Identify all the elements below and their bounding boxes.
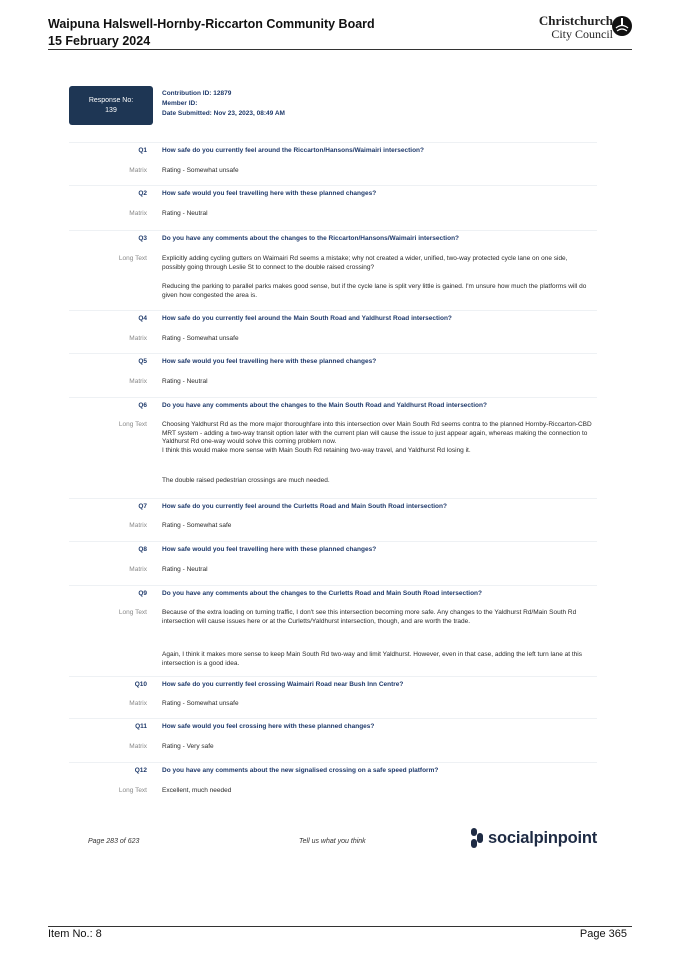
- row-divider: [69, 762, 597, 763]
- socialpinpoint-mark-icon: [470, 827, 484, 849]
- answer-text: Excellent, much needed: [162, 787, 232, 794]
- question-text: How safe do you currently feel around the Curletts Road and Main South Road intersection?: [162, 503, 447, 510]
- header-rule: [48, 49, 632, 50]
- question-number: Q5: [138, 358, 147, 365]
- question-number: Q12: [134, 767, 147, 774]
- answer-text: Because of the extra loading on turning traffic, I don't see this intersection becoming more safe. Any changes to the Yaldhurst Rd/Main South Rd intersection will cause issues here or at the Curletts/Yaldhurst intersection, though, and are worth the trade.: [162, 609, 577, 625]
- question-number: Q9: [138, 590, 147, 597]
- question-number: Q1: [138, 147, 147, 154]
- question-type: Matrix: [129, 522, 147, 529]
- question-type: Matrix: [129, 378, 147, 385]
- row-divider: [69, 310, 597, 311]
- answer-text: Reducing the parking to parallel parks makes good sense, but if the cycle lane is split very little is gained. I'm unsure how much the platforms will do given how congested the area is.: [162, 283, 587, 299]
- row-divider: [69, 353, 597, 354]
- question-type: Long Text: [118, 255, 147, 262]
- question-text: How safe do you currently feel crossing Waimairi Road near Bush Inn Centre?: [162, 681, 404, 688]
- row-divider: [69, 676, 597, 677]
- question-number: Q10: [134, 681, 147, 688]
- question-type: Long Text: [118, 787, 147, 794]
- document-header: [48, 16, 375, 50]
- item-number: Item No.: 8: [48, 928, 102, 940]
- header-date: 15 February 2024: [48, 34, 151, 48]
- page-number: Page 365: [579, 928, 627, 940]
- answer-text: Rating - Neutral: [162, 566, 208, 573]
- question-number: Q8: [138, 546, 147, 553]
- row-divider: [69, 541, 597, 542]
- row-divider: [69, 585, 597, 586]
- question-type: Matrix: [129, 743, 147, 750]
- question-number: Q7: [138, 503, 147, 510]
- question-text: How safe would you feel crossing here with these planned changes?: [162, 723, 375, 730]
- question-type: Matrix: [129, 335, 147, 342]
- member-id: Member ID:: [162, 100, 198, 107]
- answer-text: Rating - Somewhat unsafe: [162, 700, 239, 707]
- question-text: How safe would you feel travelling here with these planned changes?: [162, 190, 377, 197]
- question-text: Do you have any comments about the changes to the Main South Road and Yaldhurst Road intersection?: [162, 402, 487, 409]
- question-type: Long Text: [118, 609, 147, 616]
- row-divider: [69, 230, 597, 231]
- answer-text: Rating - Neutral: [162, 378, 208, 385]
- answer-text: Rating - Somewhat unsafe: [162, 335, 239, 342]
- row-divider: [69, 498, 597, 499]
- answer-text: Rating - Somewhat unsafe: [162, 167, 239, 174]
- council-emblem-icon: [612, 15, 632, 37]
- response-badge: Response No: 139: [69, 86, 153, 125]
- tagline: Tell us what you think: [299, 838, 366, 845]
- answer-text: Rating - Somewhat safe: [162, 522, 232, 529]
- answer-text: Rating - Very safe: [162, 743, 214, 750]
- question-text: Do you have any comments about the changes to the Riccarton/Hansons/Waimairi intersection?: [162, 235, 460, 242]
- footer-rule: [48, 926, 632, 927]
- question-type: Matrix: [129, 210, 147, 217]
- question-text: How safe would you feel travelling here with these planned changes?: [162, 546, 377, 553]
- row-divider: [69, 718, 597, 719]
- question-type: Matrix: [129, 700, 147, 707]
- question-number: Q3: [138, 235, 147, 242]
- question-type: Long Text: [118, 421, 147, 428]
- date-submitted: Date Submitted: Nov 23, 2023, 08:49 AM: [162, 110, 285, 117]
- council-logo: Christchurch City Council: [538, 13, 613, 41]
- question-number: Q2: [138, 190, 147, 197]
- contribution-id: Contribution ID: 12879: [162, 90, 232, 97]
- row-divider: [69, 397, 597, 398]
- answer-text: Again, I think it makes more sense to keep Main South Rd two-way and limit Yaldhurst. However, even in that case, adding the left turn lane at this intersection is a good idea.: [162, 651, 582, 667]
- answer-text: Explicitly adding cycling gutters on Waimairi Rd seems a mistake; why not created a wider, unified, two-way protected cycle lane on one side, possibly going through Leslie St to connect to the double raised crossing?: [162, 255, 568, 271]
- question-number: Q6: [138, 402, 147, 409]
- question-text: How safe do you currently feel around the Main South Road and Yaldhurst Road intersection?: [162, 315, 452, 322]
- question-type: Matrix: [129, 167, 147, 174]
- question-text: How safe do you currently feel around the Riccarton/Hansons/Waimairi intersection?: [162, 147, 424, 154]
- row-divider: [69, 142, 597, 143]
- answer-text: Rating - Neutral: [162, 210, 208, 217]
- question-type: Matrix: [129, 566, 147, 573]
- row-divider: [69, 185, 597, 186]
- header-title: Waipuna Halswell-Hornby-Riccarton Community Board: [48, 17, 375, 31]
- answer-text: Choosing Yaldhurst Rd as the more major thoroughfare into this intersection over Main South Rd seems contra to the planned Hornby-Riccarton-CBD MRT system - adding a two-way transit option later with the current plan will cause the issue to just appear again, whereas making the connection to Yaldhurst Rd one-way would solve this coming problem now. I think this would make more sense with Main South Rd retaining two-way travel, and Yaldhurst Rd losing it.: [162, 421, 592, 454]
- answer-text: The double raised pedestrian crossings are much needed.: [162, 477, 330, 484]
- question-number: Q11: [135, 723, 147, 730]
- socialpinpoint-logo: socialpinpoint: [470, 826, 597, 850]
- question-text: How safe would you feel travelling here with these planned changes?: [162, 358, 377, 365]
- question-text: Do you have any comments about the new signalised crossing on a safe speed platform?: [162, 767, 439, 774]
- question-number: Q4: [138, 315, 147, 322]
- inner-page-number: Page 283 of 623: [88, 838, 140, 845]
- question-text: Do you have any comments about the changes to the Curletts Road and Main South Road intersection?: [162, 590, 482, 597]
- response-meta: [162, 89, 285, 119]
